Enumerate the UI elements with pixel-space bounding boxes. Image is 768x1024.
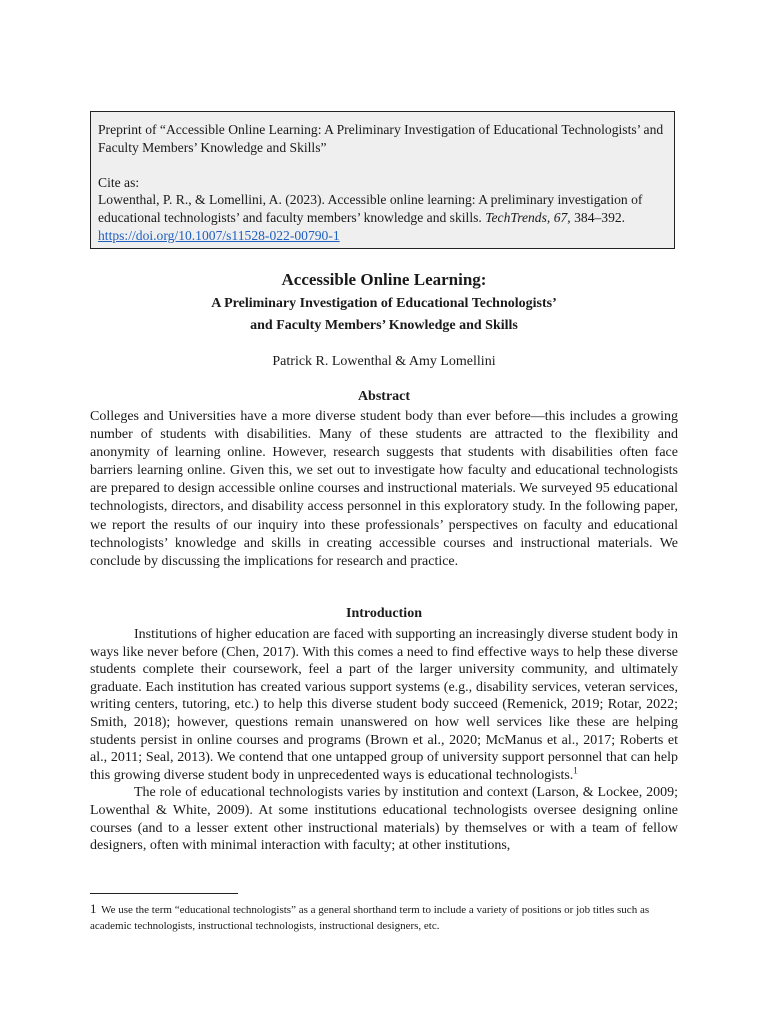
intro-paragraph-1-text: Institutions of higher education are faced with supporting an increasingly diverse student body in ways like never before (Chen, 2017). With this comes a need to find effective ways to help these diverse students complete their coursework, feel a part of the larger university community, and ultimately graduate. Each institution has created various support systems (e.g., disability services, veteran services, writing centers, tutoring, etc.) to help this diverse student body succeed (Remenick, 2019; Rotar, 2022; Smith, 2018); however, questions remain unanswered on how well services like these are helping students persist in online courses and programs (Brown et al., 2020; McManus et al., 2017; Roberts et al., 2011; Seal, 2013). We contend that one untapped group of university support personnel that can help this growing diverse student body in unprecedented ways is educational technologists. [90, 627, 678, 783]
footnote-divider [90, 893, 238, 894]
intro-paragraph-2: The role of educational technologists varies by institution and context (Larson, & Lockee, 2009; Lowenthal & White, 2009). At some institutions educational technologists oversee designing online courses (and to a lesser extent other instructional materials) by themselves or with a team of fellow designers, often with minimal interaction with faculty; at other institutions, [90, 785, 678, 854]
authors: Patrick R. Lowenthal & Amy Lomellini [272, 354, 496, 369]
footnote [90, 901, 678, 934]
preprint-title-line: Preprint of “Accessible Online Learning: A Preliminary Investigation of Educational Technologists’ and Faculty Members’ Knowledge and Skills” [98, 122, 664, 155]
abstract-heading: Abstract [357, 389, 411, 404]
preprint-citation-box [90, 111, 675, 249]
footnote-text: We use the term “educational technologists” as a general shorthand term to include a variety of positions or job titles such as academic technologists, instructional technologists, instructional designers, etc. [90, 904, 650, 932]
cite-as-label: Cite as: [98, 174, 140, 190]
footnote-reference[interactable]: 1 [573, 765, 578, 776]
introduction-heading: Introduction [346, 606, 422, 621]
citation-pages: , 384–392. [567, 209, 626, 225]
abstract-body: Colleges and Universities have a more diverse student body than ever before—this includes a growing number of students with disabilities. Many of these students are attracted to the flexibility and anonymity of learning online. However, research suggests that students with disabilities often face barriers learning online. Given this, we set out to investigate how faculty and educational technologists are prepared to design accessible online courses and instructional materials. We surveyed 95 educational technologists, directors, and disability access personnel in this exploratory study. In the following paper, we report the results of our inquiry into these professionals’ perspectives on faculty and educational technologists’ knowledge and skills in creating accessible courses and instructional materials. We conclude by discussing the implications for research and practice. [90, 409, 678, 569]
paper-title: Accessible Online Learning: [281, 270, 487, 289]
subtitle-line-2: and Faculty Members’ Knowledge and Skills [250, 317, 518, 333]
subtitle-line-1: A Preliminary Investigation of Educational Technologists’ [211, 296, 557, 311]
intro-paragraph-1 [90, 626, 678, 784]
journal-name: TechTrends, 67 [485, 209, 568, 225]
introduction-body [90, 626, 678, 855]
paper-subtitle [90, 293, 678, 336]
doi-link[interactable]: https://doi.org/10.1007/s11528-022-00790-1 [98, 227, 340, 243]
citation-text: Lowenthal, P. R., & Lomellini, A. (2023). Accessible online learning: A preliminary investigation of educational technologists’ and faculty members’ knowledge and skills. [98, 192, 643, 225]
footnote-mark: 1 [90, 901, 97, 916]
citation [98, 191, 667, 244]
